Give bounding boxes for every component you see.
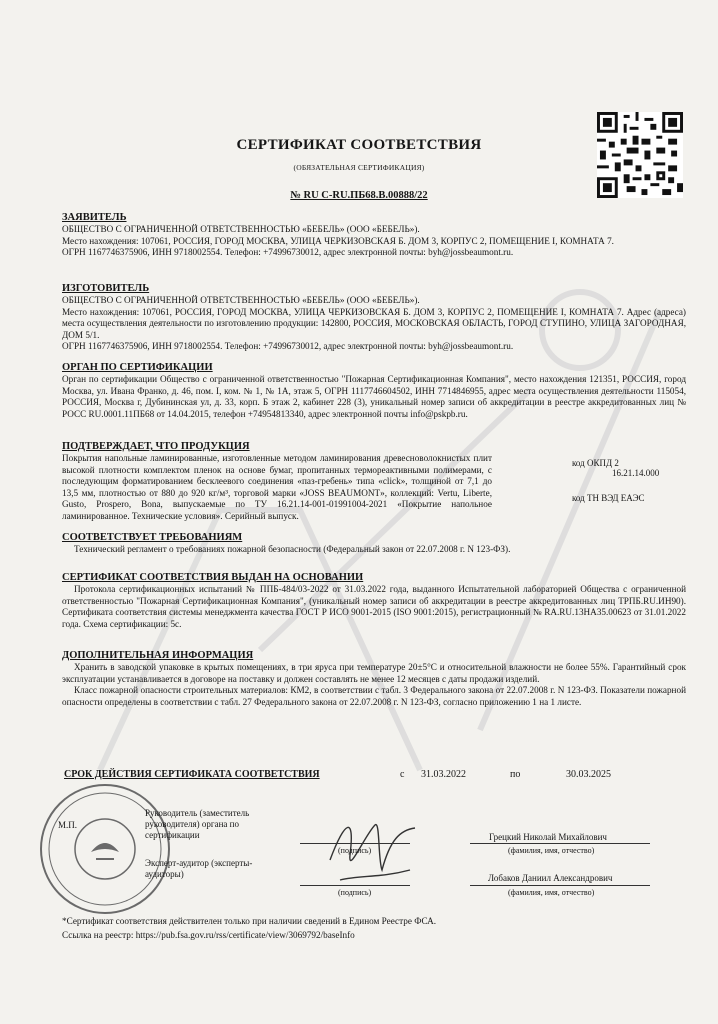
organization-stamp (36, 780, 174, 918)
expert-signature-line (300, 885, 410, 886)
okpd-value: 16.21.14.000 (612, 468, 660, 478)
head-fio-label: (фамилия, имя, отчество) (508, 846, 595, 855)
basis-section (62, 572, 686, 630)
expert-signature-label: (подпись) (338, 888, 372, 897)
manufacturer-contacts: ОГРН 1167746375906, ИНН 9718002554. Телефон: +74996730012, адрес электронной почты: byh@jossbeaumont.ru. (62, 341, 514, 352)
product-heading: ПОДТВЕРЖДАЕТ, ЧТО ПРОДУКЦИЯ (62, 441, 250, 452)
mp-label: М.П. (58, 820, 78, 830)
requirements-section (62, 532, 686, 556)
applicant-address: Место нахождения: 107061, РОССИЯ, ГОРОД МОСКВА, УЛИЦА ЧЕРКИЗОВСКАЯ Б. ДОМ 3, КОРПУС 2, ПОМЕЩЕНИЕ I, КОМНАТА 7. (62, 235, 614, 246)
cert-body-heading: ОРГАН ПО СЕРТИФИКАЦИИ (62, 362, 213, 373)
requirements-text: Технический регламент о требованиях пожарной безопасности (Федеральный закон от 22.07.2008 г. N 123-ФЗ). (74, 544, 511, 554)
cert-body-text: Орган по сертификации Общество с ограниченной ответственностью "Пожарная Сертификационная Компания", место нахождения 121351, РОССИЯ, город Москва, ул. Ивана Франко, д. 46, пом. I, ком. № 1, № 1А, этаж 5, ОГРН 1117746604502, ИНН 7714846955, адрес места осуществления деятельности 115054, РОССИЯ, Москва г, Дубининская ул, д. 33, корп. Б этаж 2, кабинет 228 (3), уникальный номер записи об аккредитации в реестре аккредитованных лиц № РОСС RU.0001.11ПБ68 от 14.04.2015, телефон +74954813340, адрес электронной почты info@pskpb.ru. (62, 374, 686, 419)
certificate-number: № RU C-RU.ПБ68.В.00888/22 (290, 190, 428, 201)
applicant-contacts: ОГРН 1167746375906, ИНН 9718002554. Телефон: +74996730012, адрес электронной почты: byh@jossbeaumont.ru. (62, 247, 514, 258)
tnved-label: код ТН ВЭД ЕАЭС (572, 493, 645, 503)
document-subtitle: (ОБЯЗАТЕЛЬНАЯ СЕРТИФИКАЦИЯ) (293, 163, 425, 172)
product-text: Покрытия напольные ламинированные, изготовленные методом ламинирования древесноволокнистых плит высокой плотности комплектом пленок на основе бумаг, пропитанных термореактивными полимерами, с последующим форматированием бесклеевого соединения «паз-гребень» типа «click», толщиной от 7,1 до 13,5 мм, плотностью от 880 до 920 кг/м³, торговой марки «JOSS BEAUMONT», коллекций: Vertu, Liberte, Gusto, Prospero, Bona, выпускаемые по ТУ 16.21.14-001-01991004-2021 «Покрытие напольное ламинированное. Технические условия». Серийный выпуск. (62, 453, 492, 521)
product-section (62, 441, 686, 523)
manufacturer-section (62, 283, 686, 353)
expert-role: Эксперт-аудитор (эксперты-аудиторы) (145, 858, 253, 879)
validity-to-date: 30.03.2025 (566, 769, 611, 780)
validity-from-date: 31.03.2022 (421, 769, 466, 780)
manufacturer-heading: ИЗГОТОВИТЕЛЬ (62, 283, 150, 294)
storage-info: Хранить в заводской упаковке в крытых помещениях, в три яруса при температуре 20±5°С и относительной влажности не более 55%. Гарантийный срок эксплуатации устанавливается в договоре на поставку и должен составлять не менее 12 месяцев с даты продажи изделий. (62, 662, 686, 684)
registry-link[interactable]: Ссылка на реестр: https://pub.fsa.gov.ru/rss/certificate/view/3069792/baseInfo (62, 929, 355, 940)
expert-fio-label: (фамилия, имя, отчество) (508, 888, 595, 897)
applicant-heading: ЗАЯВИТЕЛЬ (62, 212, 127, 223)
additional-heading: ДОПОЛНИТЕЛЬНАЯ ИНФОРМАЦИЯ (62, 650, 254, 661)
qr-code (597, 112, 683, 198)
document-title: СЕРТИФИКАТ СООТВЕТСТВИЯ (236, 137, 482, 153)
basis-text: Протокола сертификационных испытаний № ППБ-484/03-2022 от 31.03.2022 года, выданного Испытательной лабораторией Общества с ограниченной ответственностью "Пожарная Сертификационная Компания", (уникальный номер записи об аккредитации в реестре аккредитованных лиц ТРПБ.RU.ИН90). Сертификата соответствия системы менеджмента качества ГОСТ Р ИСО 9001-2015 (ISO 9001:2015), регистрационный № RA.RU.13НА35.00623 от 31.01.2022 года. Схема сертификации: 5с. (62, 584, 686, 629)
expert-name: Лобаков Даниил Александрович (488, 873, 613, 883)
applicant-name: ОБЩЕСТВО С ОГРАНИЧЕННОЙ ОТВЕТСТВЕННОСТЬЮ «БЕБЕЛЬ» (ООО «БЕБЕЛЬ»). (62, 224, 420, 234)
footer (62, 915, 702, 942)
validity-from-word: с (400, 769, 405, 780)
head-signature-line (300, 843, 410, 844)
manufacturer-address: Место нахождения: 107061, РОССИЯ, ГОРОД МОСКВА, УЛИЦА ЧЕРКИЗОВСКАЯ Б. ДОМ 3, КОРПУС 2, ПОМЕЩЕНИЕ I, КОМНАТА 7. Адрес (адреса) места осуществления деятельности по изготовлению продукции: 142800, РОССИЯ, МОСКОВСКАЯ ОБЛАСТЬ, ГОРОД СТУПИНО, УЛИЦА ЗАГОРОДНАЯ, ДОМ 5/1. (62, 306, 686, 340)
head-role: Руководитель (заместитель руководителя) органа по сертификации (145, 808, 250, 840)
additional-section (62, 650, 686, 708)
fire-class-info: Класс пожарной опасности строительных материалов: КМ2, в соответствии с табл. 3 Федерального закона от 22.07.2008 г. N 123-ФЗ. Показатели пожарной опасности определены в соответствии с табл. 27 Федерального закона от 22.07.2008 г. N 123-ФЗ, согласно приложению 1 на 1 листе. (62, 685, 686, 707)
head-signature-label: (подпись) (338, 846, 372, 855)
requirements-heading: СООТВЕТСТВУЕТ ТРЕБОВАНИЯМ (62, 532, 243, 543)
manufacturer-name: ОБЩЕСТВО С ОГРАНИЧЕННОЙ ОТВЕТСТВЕННОСТЬЮ «БЕБЕЛЬ» (ООО «БЕБЕЛЬ»). (62, 295, 420, 305)
basis-heading: СЕРТИФИКАТ СООТВЕТСТВИЯ ВЫДАН НА ОСНОВАНИИ (62, 572, 364, 583)
registry-note: *Сертификат соответствия действителен только при наличии сведений в Едином Реестре ФСА. (62, 916, 437, 926)
validity-label: СРОК ДЕЙСТВИЯ СЕРТИФИКАТА СООТВЕТСТВИЯ (64, 769, 320, 780)
head-name: Грецкий Николай Михайлович (489, 832, 607, 842)
cert-body-section (62, 362, 686, 420)
okpd-label: код ОКПД 2 (572, 458, 619, 468)
validity-to-word: по (510, 769, 521, 780)
applicant-section (62, 212, 686, 259)
head-name-line (470, 843, 650, 844)
expert-name-line (470, 885, 650, 886)
